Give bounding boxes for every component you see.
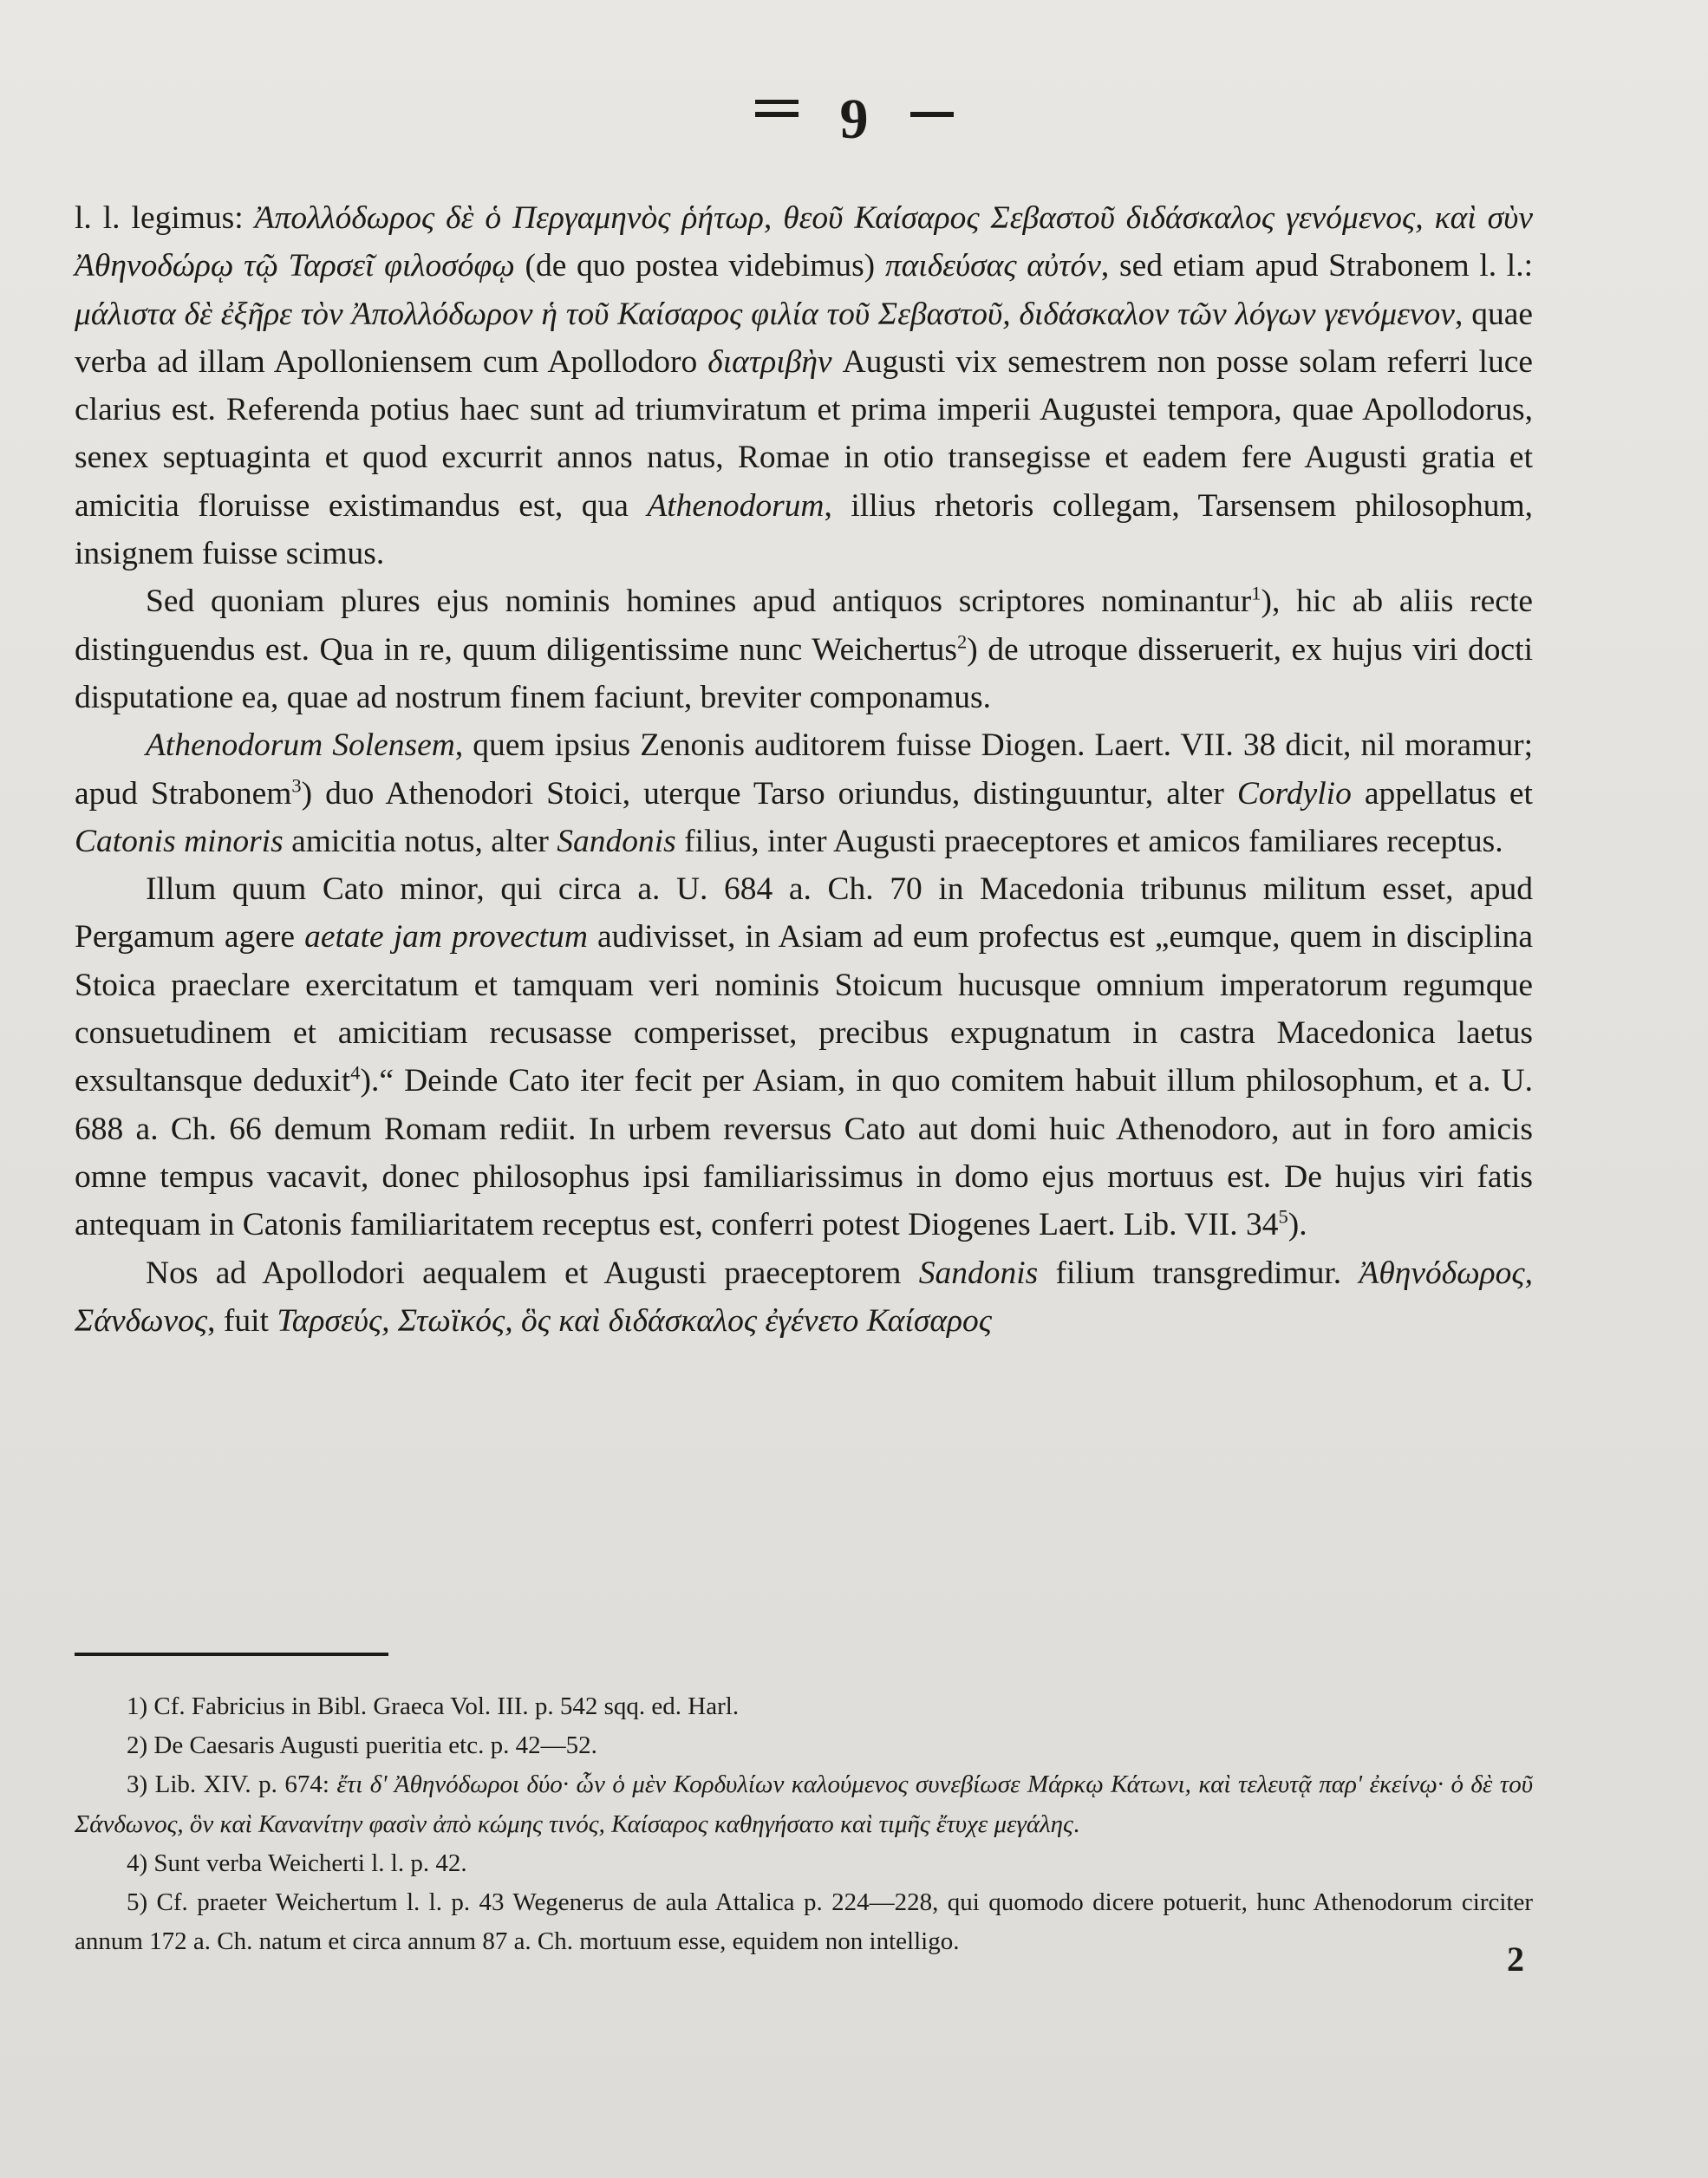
text-run: ) duo Athenodori Stoici, uterque Tarso oriundus, distinguuntur, alter bbox=[301, 775, 1237, 812]
text-run: filium transgredimur. bbox=[1038, 1255, 1359, 1291]
body-paragraph bbox=[75, 865, 1533, 1249]
footnote bbox=[75, 1687, 1533, 1726]
footnote bbox=[75, 1726, 1533, 1765]
text-run: amicitia notus, alter bbox=[283, 823, 557, 859]
greek-text: Ταρσεύς, Στωϊκός, ὃς καὶ διδάσκαλος ἐγένετο Καίσαρος bbox=[277, 1302, 992, 1339]
greek-text: Ἀθηνόδωρος, Σάνδωνος bbox=[75, 1255, 1534, 1339]
text-run: . bbox=[1072, 1810, 1080, 1838]
greek-text: ἔτι δ' Ἀθηνόδωροι δύο· ὧν ὁ μὲν Κορδυλίων καλούμενος συνεβίωσε Μάρκῳ Κάτωνι, καὶ τελευτᾷ παρ' ἐκείνῳ· ὁ δὲ τοῦ Σάνδωνος, ὃν καὶ Κανανίτην φασὶν ἀπὸ κώμης τινός, Καίσαρος καθηγήσατο καὶ τιμῆς ἔτυχε μεγάλης bbox=[75, 1770, 1534, 1838]
body-paragraph bbox=[75, 194, 1533, 577]
body-paragraph bbox=[75, 721, 1533, 865]
footnotes bbox=[75, 1687, 1533, 1961]
footnote-ref: 2 bbox=[956, 630, 968, 653]
text-run: appellatus et bbox=[1351, 775, 1533, 812]
text-run: audivisset, in Asiam ad eum profectus est „eumque, quem in disciplina Stoica praeclare exercitatum et tamquam veri nominis Stoicum hucusque omnium imperatorum regumque consuetudinem et amicitiam recusasse comperisset, precibus expugnatum in castra Macedonica laetus exsultansque deduxit bbox=[75, 919, 1533, 1099]
text-run: ). bbox=[1288, 1207, 1307, 1243]
text-run: , illius rhetoris collegam, Tarsensem philosophum, insignem fuisse scimus. bbox=[75, 487, 1533, 572]
main-text bbox=[75, 194, 1533, 1345]
text-run: , fuit bbox=[207, 1302, 277, 1339]
text-run: ).“ Deinde Cato iter fecit per Asiam, in quo comitem habuit illum philosophum, et a. U. 688 a. Ch. 66 demum Romam rediit. In urbem reversus Cato aut domi huic Athenodoro, aut in foro amicis omne tempus vacavit, donec philosophus ipsi familiarissimus in domo ejus mortuus est. De hujus viri fatis antequam in Catonis familiaritatem receptus est, conferri potest Diogenes Laert. Lib. VII. 34 bbox=[75, 1063, 1533, 1243]
signature-mark: 2 bbox=[1507, 1940, 1524, 1979]
text-run: 5) Cf. praeter Weichertum l. l. p. 43 Wegenerus de aula Attalica p. 224—228, qui quomodo dicere potuerit, hunc Athenodorum circiter annum 172 a. Ch. natum et circa annum 87 a. Ch. mortuum esse, equidem non intelligo. bbox=[75, 1888, 1533, 1956]
text-run: (de quo postea videbimus) bbox=[514, 248, 885, 284]
header-dash-left bbox=[755, 112, 799, 117]
italic-text: Athenodorum bbox=[647, 487, 825, 524]
greek-text: παιδεύσας αὐτόν bbox=[884, 248, 1101, 284]
text-run: filius, inter Augusti praeceptores et amicos familiares receptus. bbox=[675, 823, 1503, 859]
footnote bbox=[75, 1765, 1533, 1843]
italic-text: aetate jam provectum bbox=[304, 919, 588, 955]
greek-text: διατριβὴν bbox=[707, 343, 832, 380]
text-run: 3) Lib. XIV. p. 674: bbox=[127, 1770, 337, 1799]
text-run: Augusti vix semestrem non posse solam referri luce clarius est. Referenda potius haec sunt ad triumviratum et prima imperii Augustei tempora, quae Apollodorus, senex septuaginta et quod excurrit annos natus, Romae in otio transegisse et eadem fere Augusti gratia et amicitia floruisse existimandus est, qua bbox=[75, 343, 1533, 524]
header-dash-right bbox=[910, 112, 954, 117]
text-run: 2) De Caesaris Augusti pueritia etc. p. 42—52. bbox=[127, 1731, 597, 1760]
italic-text: Athenodorum Solensem bbox=[146, 727, 455, 764]
footnote-ref: 5 bbox=[1278, 1205, 1288, 1228]
body-paragraph bbox=[75, 577, 1533, 721]
italic-text: Catonis minoris bbox=[75, 823, 284, 859]
text-run: , sed etiam apud Strabonem l. l.: bbox=[1100, 248, 1533, 284]
footnote-ref: 3 bbox=[291, 774, 302, 797]
greek-text: μάλιστα δὲ ἐξῆρε τὸν Ἀπολλόδωρον ἡ τοῦ Καίσαρος φιλία τοῦ Σεβαστοῦ, διδάσκαλον τῶν λόγων γενόμενον bbox=[75, 296, 1455, 332]
text-run: l. l. legimus: bbox=[75, 200, 255, 236]
text-run: 4) Sunt verba Weicherti l. l. p. 42. bbox=[127, 1849, 467, 1877]
text-run: , quem ipsius Zenonis auditorem fuisse Diogen. Laert. VII. 38 dicit, nil moramur; apud Strabonem bbox=[75, 727, 1533, 812]
footnote-ref: 1 bbox=[1251, 582, 1261, 604]
italic-text: Cordylio bbox=[1236, 775, 1352, 812]
footnote bbox=[75, 1844, 1533, 1883]
footnote bbox=[75, 1883, 1533, 1961]
footnote-ref: 4 bbox=[350, 1061, 361, 1084]
footnote-rule bbox=[75, 1653, 388, 1656]
text-run: ) de utroque disseruerit, ex hujus viri docti disputatione ea, quae ad nostrum finem faciunt, breviter componamus. bbox=[75, 631, 1533, 715]
page-number: 9 bbox=[839, 88, 869, 151]
body-paragraph bbox=[75, 1249, 1533, 1346]
text-run: Illum quum Cato minor, qui circa a. U. 684 a. Ch. 70 in Macedonia tribunus militum esset, apud Pergamum agere bbox=[75, 871, 1533, 955]
page-header bbox=[0, 87, 1708, 165]
text-run: 1) Cf. Fabricius in Bibl. Graeca Vol. III. p. 542 sqq. ed. Harl. bbox=[127, 1692, 740, 1720]
italic-text: Sandonis bbox=[557, 823, 676, 859]
text-run: Nos ad Apollodori aequalem et Augusti praeceptorem bbox=[146, 1255, 919, 1291]
text-run: Sed quoniam plures ejus nominis homines apud antiquos scriptores nominantur bbox=[146, 584, 1252, 620]
greek-text: Ἀπολλόδωρος δὲ ὁ Περγαμηνὸς ῥήτωρ, θεοῦ Καίσαρος Σεβαστοῦ διδάσκαλος γενόμενος, καὶ σὺν Ἀθηνοδώρῳ τῷ Ταρσεῖ φιλοσόφῳ bbox=[75, 200, 1533, 284]
text-run: , quae verba ad illam Apolloniensem cum Apollodoro bbox=[75, 296, 1533, 380]
text-run: ), hic ab aliis recte distinguendus est. Qua in re, quum diligentissime nunc Weichertus bbox=[75, 584, 1534, 668]
italic-text: Sandonis bbox=[918, 1255, 1039, 1291]
